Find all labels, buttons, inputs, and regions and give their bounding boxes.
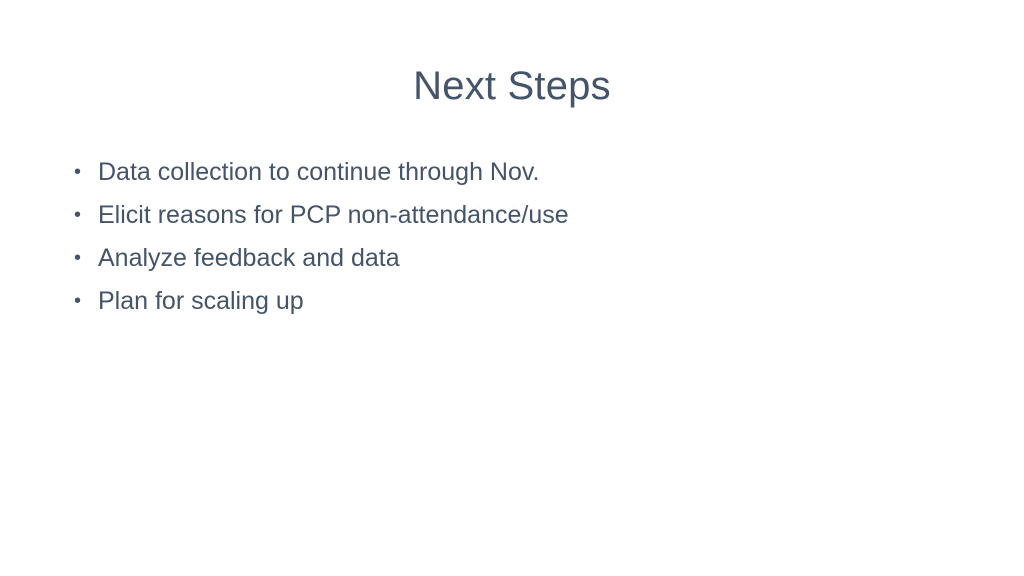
bullet-text: Plan for scaling up xyxy=(98,287,304,315)
bullet-dot-icon: • xyxy=(74,161,82,183)
bullet-dot-icon: • xyxy=(74,247,82,269)
bullet-item-plan-scaling xyxy=(74,280,569,323)
bullet-text: Data collection to continue through Nov. xyxy=(98,158,540,186)
bullet-item-analyze-feedback xyxy=(74,237,569,280)
bullet-dot-icon: • xyxy=(74,204,82,226)
bullet-text: Elicit reasons for PCP non-attendance/use xyxy=(98,201,569,229)
slide-title: Next Steps xyxy=(413,64,611,108)
bullet-item-data-collection xyxy=(74,151,569,194)
bullet-list xyxy=(74,151,569,323)
bullet-text: Analyze feedback and data xyxy=(98,244,400,272)
bullet-dot-icon: • xyxy=(74,290,82,312)
bullet-item-elicit-reasons xyxy=(74,194,569,237)
